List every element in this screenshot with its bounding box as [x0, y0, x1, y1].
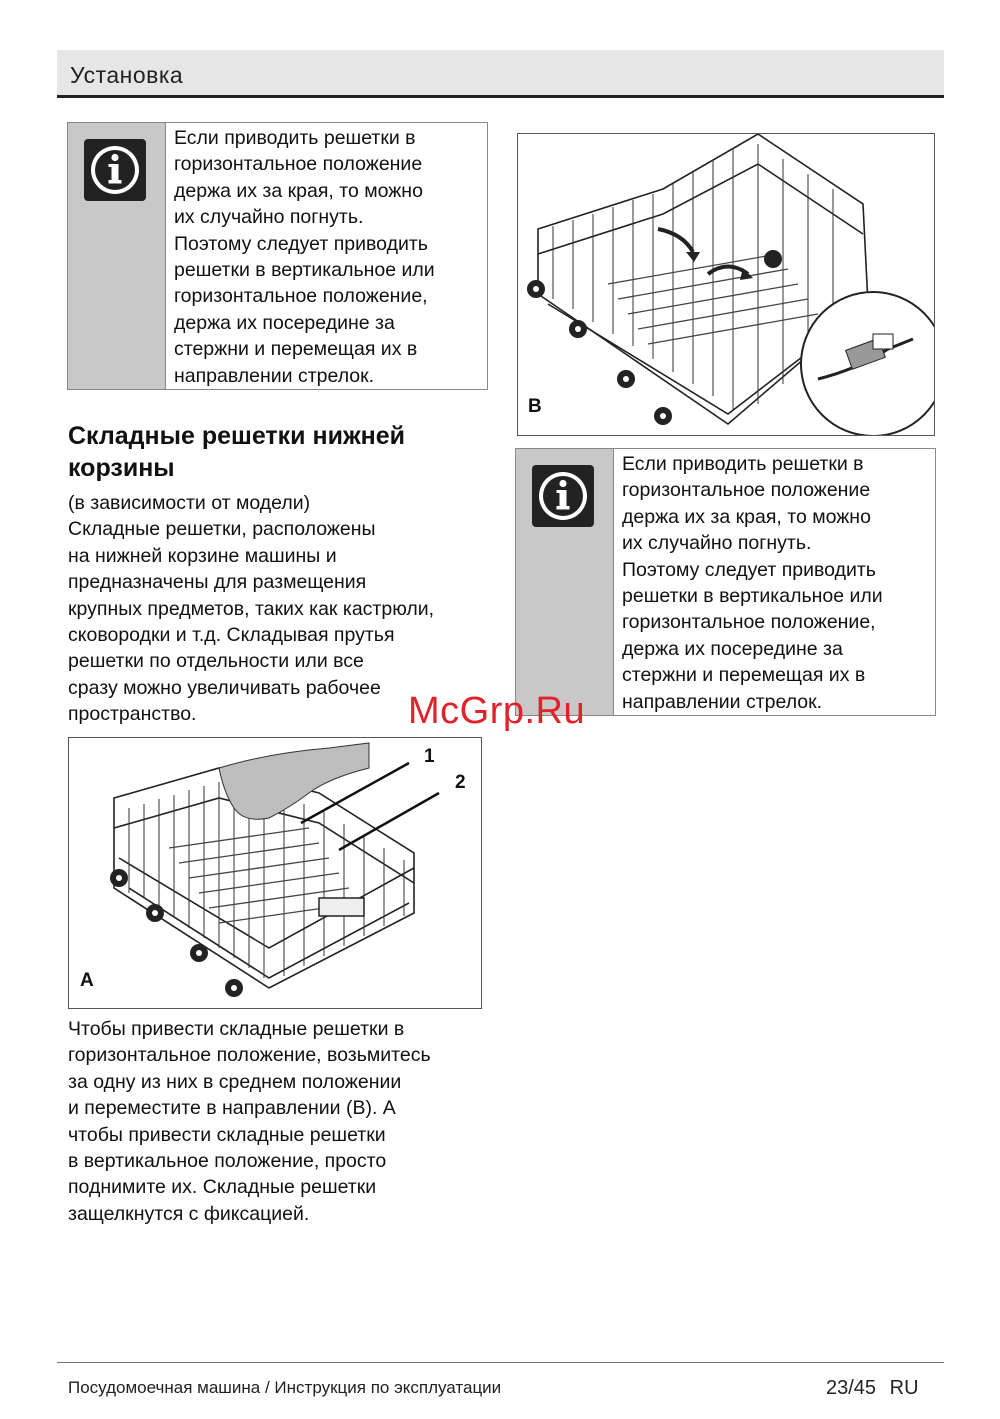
note-line: стержни и перемещая их в	[174, 338, 418, 361]
note-line: горизонтальное положение	[174, 153, 423, 176]
note-line: горизонтальное положение,	[174, 285, 428, 308]
text-line: Чтобы привести складные решетки в	[68, 1018, 405, 1040]
note-text	[622, 451, 927, 715]
header-bar	[57, 50, 944, 98]
figure-label-b: B	[528, 396, 542, 417]
page-title: Установка	[70, 62, 184, 88]
text-line: крупных предметов, таких как кастрюли,	[68, 597, 435, 620]
basket-illustration-a	[69, 738, 481, 1008]
instructions-paragraph	[68, 1016, 488, 1227]
note-line: их случайно погнуть.	[174, 206, 364, 229]
note-line: держа их за края, то можно	[174, 179, 423, 202]
note-line: стержни и перемещая их в	[622, 664, 866, 687]
note-line: Поэтому следует приводить	[622, 558, 876, 581]
callout-2: 2	[455, 772, 466, 793]
text-line: чтобы привести складные решетки	[68, 1123, 386, 1146]
text-line: сразу можно увеличивать рабочее	[68, 676, 381, 699]
info-icon	[532, 465, 594, 527]
note-line: держа их за края, то можно	[622, 505, 871, 528]
figure-a	[68, 737, 482, 1009]
watermark: McGrp.Ru	[408, 690, 586, 732]
footer-divider	[57, 1362, 944, 1363]
note-text	[174, 125, 479, 389]
page-number: 23/45	[826, 1377, 877, 1399]
text-line: Складные решетки, расположены	[68, 518, 376, 541]
note-line: держа их посередине за	[622, 637, 843, 660]
info-note-left	[67, 122, 488, 390]
note-line: решетки в вертикальное или	[622, 585, 883, 608]
note-icon-column	[68, 123, 166, 389]
note-line: горизонтальное положение,	[622, 611, 876, 634]
note-line: горизонтальное положение	[622, 479, 871, 502]
text-line: пространство.	[68, 703, 197, 726]
text-line: поднимите их. Складные решетки	[68, 1176, 377, 1199]
text-line: (в зависимости от модели)	[68, 492, 311, 514]
note-line: направлении стрелок.	[622, 690, 823, 713]
text-line: предназначены для размещения	[68, 571, 367, 594]
language-code: RU	[889, 1377, 919, 1399]
footer-page-info	[826, 1377, 919, 1400]
note-line: решетки в вертикальное или	[174, 259, 435, 282]
callout-1: 1	[424, 746, 435, 767]
info-icon	[84, 139, 146, 201]
section-heading	[68, 420, 488, 484]
section-heading-line: Складные решетки нижней	[68, 422, 406, 450]
text-line: решетки по отдельности или все	[68, 650, 364, 673]
text-line: в вертикальное положение, просто	[68, 1150, 387, 1173]
note-line: их случайно погнуть.	[622, 532, 812, 555]
note-line: Поэтому следует приводить	[174, 232, 428, 255]
text-line: сковородки и т.д. Складывая прутья	[68, 624, 395, 647]
section-heading-line: корзины	[68, 454, 175, 482]
note-line: держа их посередине за	[174, 311, 395, 334]
note-line: направлении стрелок.	[174, 364, 375, 387]
footer-document-title: Посудомоечная машина / Инструкция по эксплуатации	[68, 1378, 502, 1397]
basket-illustration-b	[518, 134, 934, 435]
info-note-right	[515, 448, 936, 716]
note-line: Если приводить решетки в	[622, 453, 864, 475]
figure-label-a: A	[80, 970, 94, 991]
text-line: за одну из них в среднем положении	[68, 1070, 402, 1093]
text-line: на нижней корзине машины и	[68, 544, 337, 567]
text-line: горизонтальное положение, возьмитесь	[68, 1044, 431, 1067]
note-line: Если приводить решетки в	[174, 127, 416, 149]
text-line: и переместите в направлении (B). А	[68, 1097, 396, 1120]
text-line: защелкнутся с фиксацией.	[68, 1202, 310, 1225]
note-icon-column	[516, 449, 614, 715]
figure-b	[517, 133, 935, 436]
